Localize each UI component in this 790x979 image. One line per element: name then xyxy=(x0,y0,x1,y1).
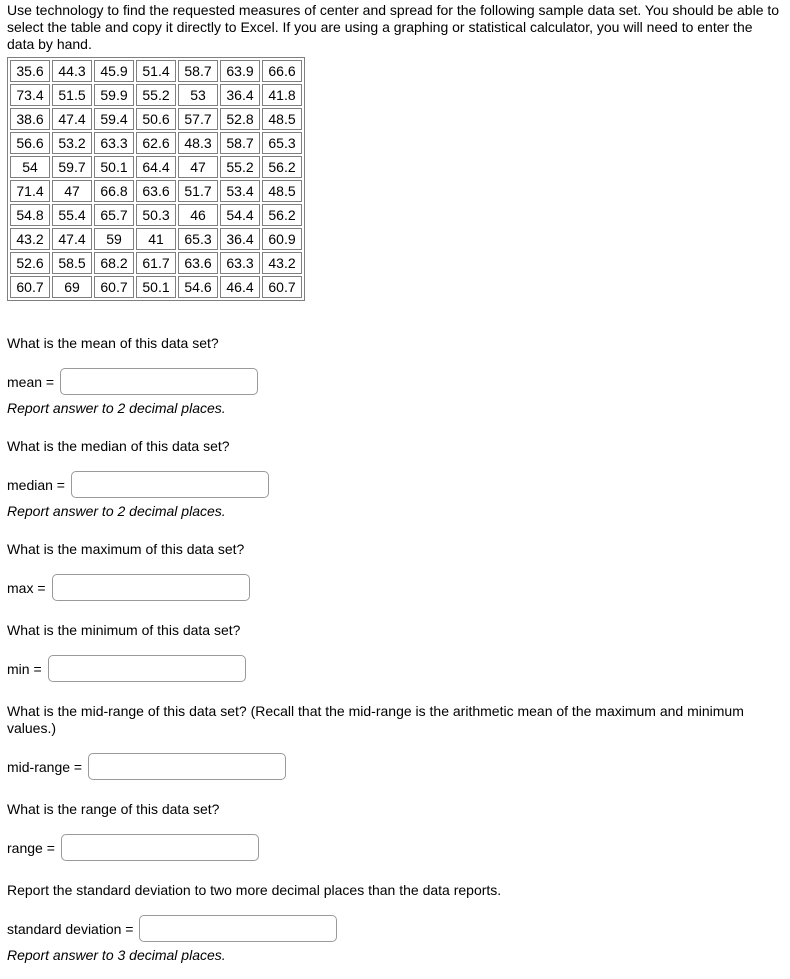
question-prompt-max: What is the maximum of this data set? xyxy=(7,541,245,557)
problem-instructions: Use technology to find the requested measures of center and spread for the following sample data set. You should be able to select the table and copy it directly to Excel. If you are using a graphing or statistical calculator, you will need to enter the data by hand. xyxy=(7,2,780,52)
data-cell: 41 xyxy=(136,228,176,250)
data-cell: 52.8 xyxy=(220,108,260,130)
data-cell: 51.5 xyxy=(52,84,92,106)
question-prompt-mean: What is the mean of this data set? xyxy=(7,335,219,351)
data-cell: 48.5 xyxy=(262,108,302,130)
data-cell: 48.5 xyxy=(262,180,302,202)
data-cell: 50.3 xyxy=(136,204,176,226)
stdev-input[interactable] xyxy=(139,915,337,942)
range-input[interactable] xyxy=(61,834,259,861)
data-cell: 47.4 xyxy=(52,108,92,130)
data-cell: 73.4 xyxy=(10,84,50,106)
data-cell: 58.7 xyxy=(178,60,218,82)
answer-label-range: range = xyxy=(7,839,55,856)
data-cell: 58.7 xyxy=(220,132,260,154)
answer-row-stdev xyxy=(7,915,783,942)
data-cell: 60.7 xyxy=(262,276,302,298)
question-block-range xyxy=(7,801,783,861)
answer-label-mean: mean = xyxy=(7,373,55,390)
question-block-midrange xyxy=(7,703,783,780)
question-block-median xyxy=(7,438,783,520)
data-cell: 45.9 xyxy=(94,60,134,82)
question-block-max xyxy=(7,541,783,601)
question-prompt-stdev: Report the standard deviation to two more decimal places than the data reports. xyxy=(7,882,502,898)
data-cell: 60.7 xyxy=(94,276,134,298)
question-prompt-min: What is the minimum of this data set? xyxy=(7,622,241,638)
data-cell: 50.6 xyxy=(136,108,176,130)
data-cell: 64.4 xyxy=(136,156,176,178)
median-input[interactable] xyxy=(71,471,269,498)
data-cell: 57.7 xyxy=(178,108,218,130)
table-row xyxy=(10,108,302,130)
data-cell: 60.9 xyxy=(262,228,302,250)
answer-note-median: Report answer to 2 decimal places. xyxy=(7,503,226,519)
data-cell: 47.4 xyxy=(52,228,92,250)
data-cell: 63.3 xyxy=(94,132,134,154)
question-prompt-median: What is the median of this data set? xyxy=(7,438,230,454)
question-prompt-range: What is the range of this data set? xyxy=(7,801,220,817)
answer-row-range xyxy=(7,834,783,861)
data-cell: 63.6 xyxy=(178,252,218,274)
max-input[interactable] xyxy=(52,574,250,601)
data-cell: 54 xyxy=(10,156,50,178)
data-cell: 69 xyxy=(52,276,92,298)
answer-row-median xyxy=(7,471,783,498)
data-cell: 56.2 xyxy=(262,204,302,226)
data-cell: 65.3 xyxy=(178,228,218,250)
table-row xyxy=(10,276,302,298)
answer-row-max xyxy=(7,574,783,601)
question-block-min xyxy=(7,622,783,682)
data-cell: 44.3 xyxy=(52,60,92,82)
data-cell: 62.6 xyxy=(136,132,176,154)
data-cell: 51.4 xyxy=(136,60,176,82)
data-cell: 46.4 xyxy=(220,276,260,298)
table-row xyxy=(10,252,302,274)
data-cell: 65.3 xyxy=(262,132,302,154)
data-cell: 59.4 xyxy=(94,108,134,130)
data-cell: 41.8 xyxy=(262,84,302,106)
data-cell: 43.2 xyxy=(10,228,50,250)
data-cell: 47 xyxy=(52,180,92,202)
min-input[interactable] xyxy=(48,655,246,682)
data-cell: 58.5 xyxy=(52,252,92,274)
answer-label-median: median = xyxy=(7,476,65,493)
data-cell: 52.6 xyxy=(10,252,50,274)
data-cell: 66.6 xyxy=(262,60,302,82)
data-cell: 50.1 xyxy=(136,276,176,298)
data-cell: 53.4 xyxy=(220,180,260,202)
question-block-stdev xyxy=(7,882,783,964)
answer-note-mean: Report answer to 2 decimal places. xyxy=(7,400,226,416)
data-cell: 63.3 xyxy=(220,252,260,274)
data-cell: 53.2 xyxy=(52,132,92,154)
data-cell: 54.4 xyxy=(220,204,260,226)
data-cell: 56.6 xyxy=(10,132,50,154)
data-cell: 59 xyxy=(94,228,134,250)
data-cell: 35.6 xyxy=(10,60,50,82)
table-row xyxy=(10,228,302,250)
mean-input[interactable] xyxy=(60,368,258,395)
data-cell: 68.2 xyxy=(94,252,134,274)
answer-label-min: min = xyxy=(7,660,42,677)
answer-note-stdev: Report answer to 3 decimal places. xyxy=(7,947,226,963)
table-row xyxy=(10,60,302,82)
data-cell: 47 xyxy=(178,156,218,178)
table-row xyxy=(10,156,302,178)
midrange-input[interactable] xyxy=(88,753,286,780)
answer-row-mean xyxy=(7,368,783,395)
table-row xyxy=(10,180,302,202)
answer-row-min xyxy=(7,655,783,682)
data-cell: 48.3 xyxy=(178,132,218,154)
data-cell: 63.6 xyxy=(136,180,176,202)
data-cell: 54.8 xyxy=(10,204,50,226)
data-cell: 36.4 xyxy=(220,228,260,250)
answer-label-stdev: standard deviation = xyxy=(7,920,134,937)
data-cell: 55.4 xyxy=(52,204,92,226)
data-cell: 51.7 xyxy=(178,180,218,202)
data-cell: 61.7 xyxy=(136,252,176,274)
data-cell: 55.2 xyxy=(136,84,176,106)
data-cell: 55.2 xyxy=(220,156,260,178)
data-cell: 38.6 xyxy=(10,108,50,130)
data-cell: 43.2 xyxy=(262,252,302,274)
data-cell: 63.9 xyxy=(220,60,260,82)
data-cell: 54.6 xyxy=(178,276,218,298)
answer-row-midrange xyxy=(7,753,783,780)
data-table-body xyxy=(10,60,302,298)
data-cell: 59.7 xyxy=(52,156,92,178)
data-cell: 59.9 xyxy=(94,84,134,106)
table-row xyxy=(10,204,302,226)
data-cell: 50.1 xyxy=(94,156,134,178)
data-cell: 53 xyxy=(178,84,218,106)
data-cell: 46 xyxy=(178,204,218,226)
answer-label-midrange: mid-range = xyxy=(7,758,83,775)
table-row xyxy=(10,132,302,154)
data-cell: 36.4 xyxy=(220,84,260,106)
data-cell: 60.7 xyxy=(10,276,50,298)
sample-data-table[interactable] xyxy=(7,57,305,301)
data-cell: 66.8 xyxy=(94,180,134,202)
table-row xyxy=(10,84,302,106)
answer-label-max: max = xyxy=(7,579,46,596)
question-prompt-midrange: What is the mid-range of this data set? (Recall that the mid-range is the arithmetic mean of the maximum and minimum values.) xyxy=(7,703,744,736)
data-cell: 71.4 xyxy=(10,180,50,202)
data-cell: 56.2 xyxy=(262,156,302,178)
data-cell: 65.7 xyxy=(94,204,134,226)
question-block-mean xyxy=(7,335,783,417)
